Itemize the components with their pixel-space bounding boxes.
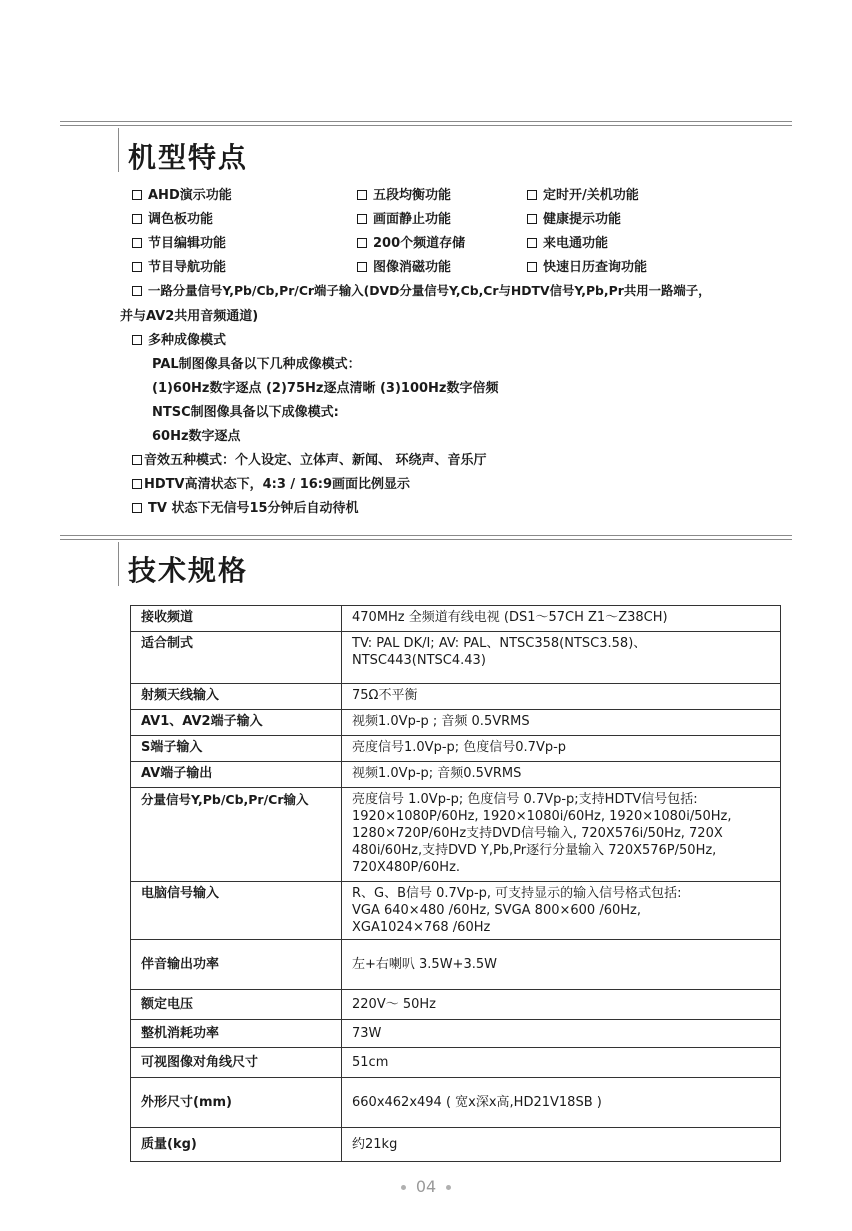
table-row bbox=[131, 788, 781, 882]
spec-key: 射频天线输入 bbox=[131, 684, 342, 710]
spec-key: S端子输入 bbox=[131, 736, 342, 762]
table-row bbox=[131, 940, 781, 990]
table-row bbox=[131, 736, 781, 762]
feature-item: AHD演示功能 bbox=[148, 188, 232, 203]
feature-item: 画面静止功能 bbox=[373, 212, 452, 227]
spec-key: AV1、AV2端子输入 bbox=[131, 710, 342, 736]
spec-key: 接收频道 bbox=[131, 606, 342, 632]
checkbox-icon bbox=[527, 190, 537, 200]
spec-value: 73W bbox=[342, 1020, 781, 1048]
ntsc-title: NTSC制图像具备以下成像模式: bbox=[152, 405, 339, 420]
spec-key: 可视图像对角线尺寸 bbox=[131, 1048, 342, 1078]
table-row bbox=[131, 1048, 781, 1078]
checkbox-icon bbox=[357, 238, 367, 248]
table-row bbox=[131, 990, 781, 1020]
spec-value: 亮度信号1.0Vp-p; 色度信号0.7Vp-p bbox=[342, 736, 781, 762]
table-row bbox=[131, 1020, 781, 1048]
page-number: 04 bbox=[0, 1177, 852, 1196]
spec-key: 质量(kg) bbox=[131, 1128, 342, 1162]
feature-item: 快速日历查询功能 bbox=[543, 260, 648, 275]
feature-item: 来电通功能 bbox=[543, 236, 609, 251]
checkbox-icon bbox=[527, 238, 537, 248]
spec-key: 整机消耗功率 bbox=[131, 1020, 342, 1048]
feature-item: 图像消磁功能 bbox=[373, 260, 452, 275]
feature-tv-standby: TV 状态下无信号15分钟后自动待机 bbox=[132, 497, 359, 516]
section-title-specs: 技术规格 bbox=[128, 554, 249, 587]
feature-item: 调色板功能 bbox=[148, 212, 214, 227]
spec-key: 额定电压 bbox=[131, 990, 342, 1020]
checkbox-icon bbox=[357, 262, 367, 272]
section-title-features: 机型特点 bbox=[128, 141, 249, 174]
checkbox-icon bbox=[132, 335, 142, 345]
table-row bbox=[131, 882, 781, 940]
spec-value: 左+右喇叭 3.5W+3.5W bbox=[342, 940, 781, 990]
checkbox-icon bbox=[357, 190, 367, 200]
section-rule-features bbox=[60, 121, 792, 127]
spec-value: R、G、B信号 0.7Vp-p, 可支持显示的输入信号格式包括: VGA 640×480 /60Hz, SVGA 800×600 /60Hz, XGA1024×768 /60Hz bbox=[342, 882, 781, 940]
spec-key: 电脑信号输入 bbox=[131, 882, 342, 940]
checkbox-icon bbox=[132, 238, 142, 248]
table-row bbox=[131, 762, 781, 788]
feature-item: 定时开/关机功能 bbox=[543, 188, 639, 203]
section-rule-specs bbox=[60, 535, 792, 541]
feature-item: 节目导航功能 bbox=[148, 260, 227, 275]
spec-key: 分量信号Y,Pb/Cb,Pr/Cr输入 bbox=[131, 788, 342, 882]
spec-key: 外形尺寸(mm) bbox=[131, 1078, 342, 1128]
feature-component-line-cont: 并与AV2共用音频通道) bbox=[120, 309, 259, 324]
table-row bbox=[131, 1078, 781, 1128]
feature-component-line: 一路分量信号Y,Pb/Cb,Pr/Cr端子输入(DVD分量信号Y,Cb,Cr与HDTV信号Y,Pb,Pr共用一路端子， bbox=[132, 281, 711, 299]
feature-item: 200个频道存储 bbox=[373, 236, 466, 251]
feature-imaging-title: 多种成像模式 bbox=[132, 329, 226, 348]
spec-value: 亮度信号 1.0Vp-p; 色度信号 0.7Vp-p;支持HDTV信号包括: 1920×1080P/60Hz, 1920×1080i/60Hz, 1920×1080i/50Hz, 1280×720P/60Hz支持DVD信号输入, 720X576i/50Hz, 720X 480i/60Hz,支持DVD Y,Pb,Pr逐行分量输入 720X576P/50Hz, 720X480P/60Hz. bbox=[342, 788, 781, 882]
feature-item: 节目编辑功能 bbox=[148, 236, 227, 251]
feature-item: 五段均衡功能 bbox=[373, 188, 452, 203]
spec-value: 660x462x494 ( 宽x深x高,HD21V18SB ) bbox=[342, 1078, 781, 1128]
table-row bbox=[131, 1128, 781, 1162]
dot-icon bbox=[401, 1185, 406, 1190]
checkbox-icon bbox=[132, 190, 142, 200]
spec-value: 470MHz 全频道有线电视 (DS1～57CH Z1～Z38CH) bbox=[342, 606, 781, 632]
feature-item: 健康提示功能 bbox=[543, 212, 622, 227]
checkbox-icon bbox=[132, 455, 142, 465]
checkbox-icon bbox=[132, 214, 142, 224]
checkbox-icon bbox=[132, 286, 142, 296]
ntsc-modes: 60Hz数字逐点 bbox=[152, 429, 241, 444]
dot-icon bbox=[446, 1185, 451, 1190]
spec-table bbox=[130, 605, 781, 1162]
table-row bbox=[131, 710, 781, 736]
table-row bbox=[131, 684, 781, 710]
checkbox-icon bbox=[132, 503, 142, 513]
pal-title: PAL制图像具备以下几种成像模式： bbox=[152, 357, 361, 372]
checkbox-icon bbox=[527, 262, 537, 272]
checkbox-icon bbox=[357, 214, 367, 224]
spec-value: 约21kg bbox=[342, 1128, 781, 1162]
table-row bbox=[131, 606, 781, 632]
spec-value: 视频1.0Vp-p ; 音频 0.5VRMS bbox=[342, 710, 781, 736]
spec-key: 适合制式 bbox=[131, 632, 342, 684]
checkbox-icon bbox=[132, 262, 142, 272]
checkbox-icon bbox=[132, 479, 142, 489]
spec-key: 伴音输出功率 bbox=[131, 940, 342, 990]
title-bar-features bbox=[118, 128, 119, 172]
feature-sound-modes: 音效五种模式：个人设定、立体声、新闻、 环绕声、音乐厅 bbox=[132, 449, 487, 468]
feature-hdtv: HDTV高清状态下，4:3 / 16:9画面比例显示 bbox=[132, 473, 410, 492]
spec-value: TV: PAL DK/I; AV: PAL、NTSC358(NTSC3.58)、 NTSC443(NTSC4.43) bbox=[342, 632, 781, 684]
checkbox-icon bbox=[527, 214, 537, 224]
title-bar-specs bbox=[118, 542, 119, 586]
spec-value: 51cm bbox=[342, 1048, 781, 1078]
spec-value: 75Ω不平衡 bbox=[342, 684, 781, 710]
spec-key: AV端子输出 bbox=[131, 762, 342, 788]
spec-value: 视频1.0Vp-p; 音频0.5VRMS bbox=[342, 762, 781, 788]
table-row bbox=[131, 632, 781, 684]
pal-modes: (1)60Hz数字逐点 (2)75Hz逐点清晰 (3)100Hz数字倍频 bbox=[152, 381, 499, 396]
spec-value: 220V～ 50Hz bbox=[342, 990, 781, 1020]
